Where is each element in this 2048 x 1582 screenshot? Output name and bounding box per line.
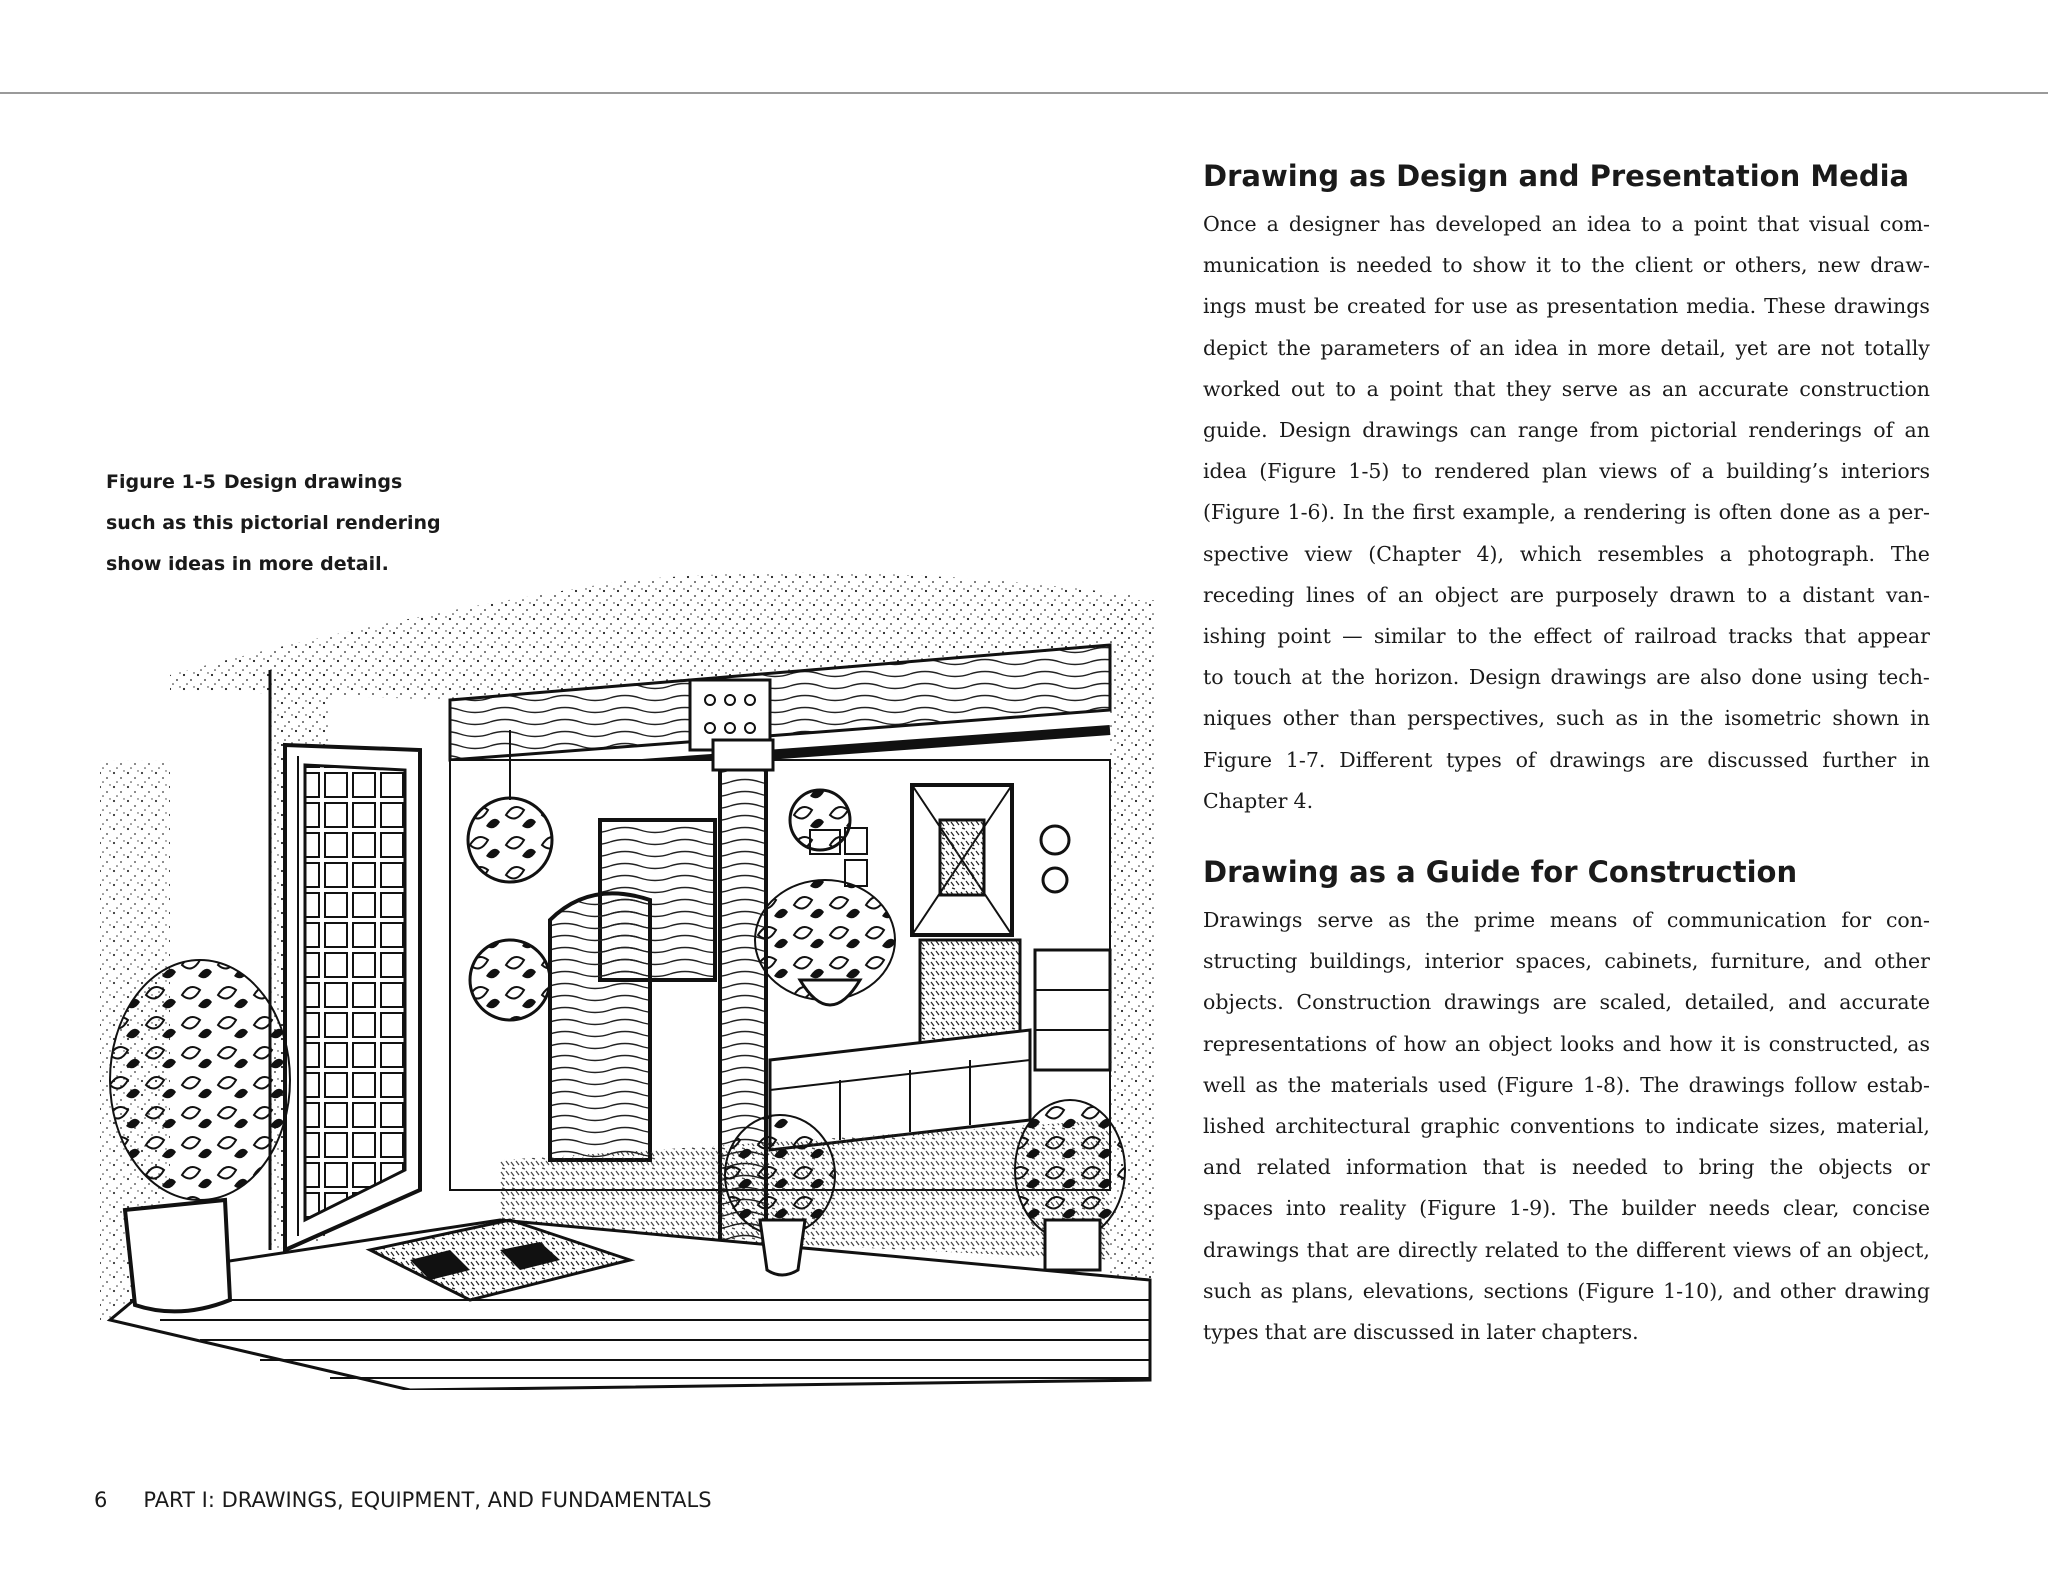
text-line: Once a designer has developed an idea to a point that visual com- [1203, 212, 1930, 236]
text-column [1203, 152, 1930, 1353]
pictorial-interior-rendering [70, 560, 1160, 1390]
caption-line: Design drawings [223, 471, 403, 493]
text-line: worked out to a point that they serve as an accurate construction [1203, 376, 1930, 401]
paragraph [1203, 900, 1930, 1353]
text-line: (Figure 1-6). In the first example, a rendering is often done as a per- [1203, 500, 1930, 525]
page-footer [94, 1488, 712, 1512]
caption-line: such as this pictorial rendering [106, 512, 441, 534]
text-line: spective view (Chapter 4), which resembles a photograph. The [1203, 541, 1930, 566]
section-heading: Drawing as a Guide for Construction [1203, 855, 1798, 890]
text-line: depict the parameters of an idea in more detail, yet are not totally [1203, 335, 1930, 360]
text-line: munication is needed to show it to the client or others, new draw- [1203, 253, 1930, 278]
french-door [285, 745, 420, 1250]
text-line: types that are discussed in later chapters. [1203, 1320, 1639, 1345]
text-line: objects. Construction drawings are scaled, detailed, and accurate [1203, 990, 1930, 1015]
text-line: representations of how an object looks and how it is constructed, as [1203, 1031, 1930, 1056]
section-heading: Drawing as Design and Presentation Media [1203, 159, 1910, 193]
text-line: ishing point — similar to the effect of railroad tracks that appear [1203, 624, 1930, 649]
right-wall [1110, 600, 1155, 1280]
text-line: structing buildings, interior spaces, cabinets, furniture, and other [1203, 949, 1930, 974]
text-line: lished architectural graphic conventions to indicate sizes, material, [1203, 1114, 1930, 1139]
text-line: idea (Figure 1-5) to rendered plan views of a building’s interiors [1203, 459, 1930, 484]
text-line: Figure 1-7. Different types of drawings are discussed further in [1203, 747, 1930, 772]
text-line: receding lines of an object are purposely drawn to a distant van- [1203, 582, 1930, 607]
top-rule [0, 92, 2048, 94]
text-line: and related information that is needed to bring the objects or [1203, 1155, 1930, 1180]
text-line: niques other than perspectives, such as in the isometric shown in [1203, 706, 1930, 731]
text-line: guide. Design drawings can range from pictorial renderings of an [1203, 418, 1930, 443]
text-line: spaces into reality (Figure 1-9). The builder needs clear, concise [1203, 1196, 1930, 1221]
text-line: ings must be created for use as presentation media. These drawings [1203, 294, 1930, 319]
text-line: to touch at the horizon. Design drawings are also done using tech- [1203, 665, 1930, 690]
text-line: Chapter 4. [1203, 788, 1314, 813]
running-head: PART I: DRAWINGS, EQUIPMENT, AND FUNDAMENTALS [143, 1488, 712, 1512]
paragraph [1203, 204, 1930, 822]
figure-label: Figure 1-5 [106, 471, 216, 493]
armoire [550, 893, 650, 1160]
text-line: drawings that are directly related to the different views of an object, [1203, 1237, 1930, 1262]
text-line: Drawings serve as the prime means of communication for con- [1203, 908, 1930, 933]
page-number: 6 [94, 1488, 108, 1512]
text-line: well as the materials used (Figure 1-8). The drawings follow estab- [1203, 1072, 1930, 1097]
text-line: such as plans, elevations, sections (Figure 1-10), and other drawing [1203, 1278, 1930, 1303]
caption-line: show ideas in more detail. [106, 553, 389, 575]
